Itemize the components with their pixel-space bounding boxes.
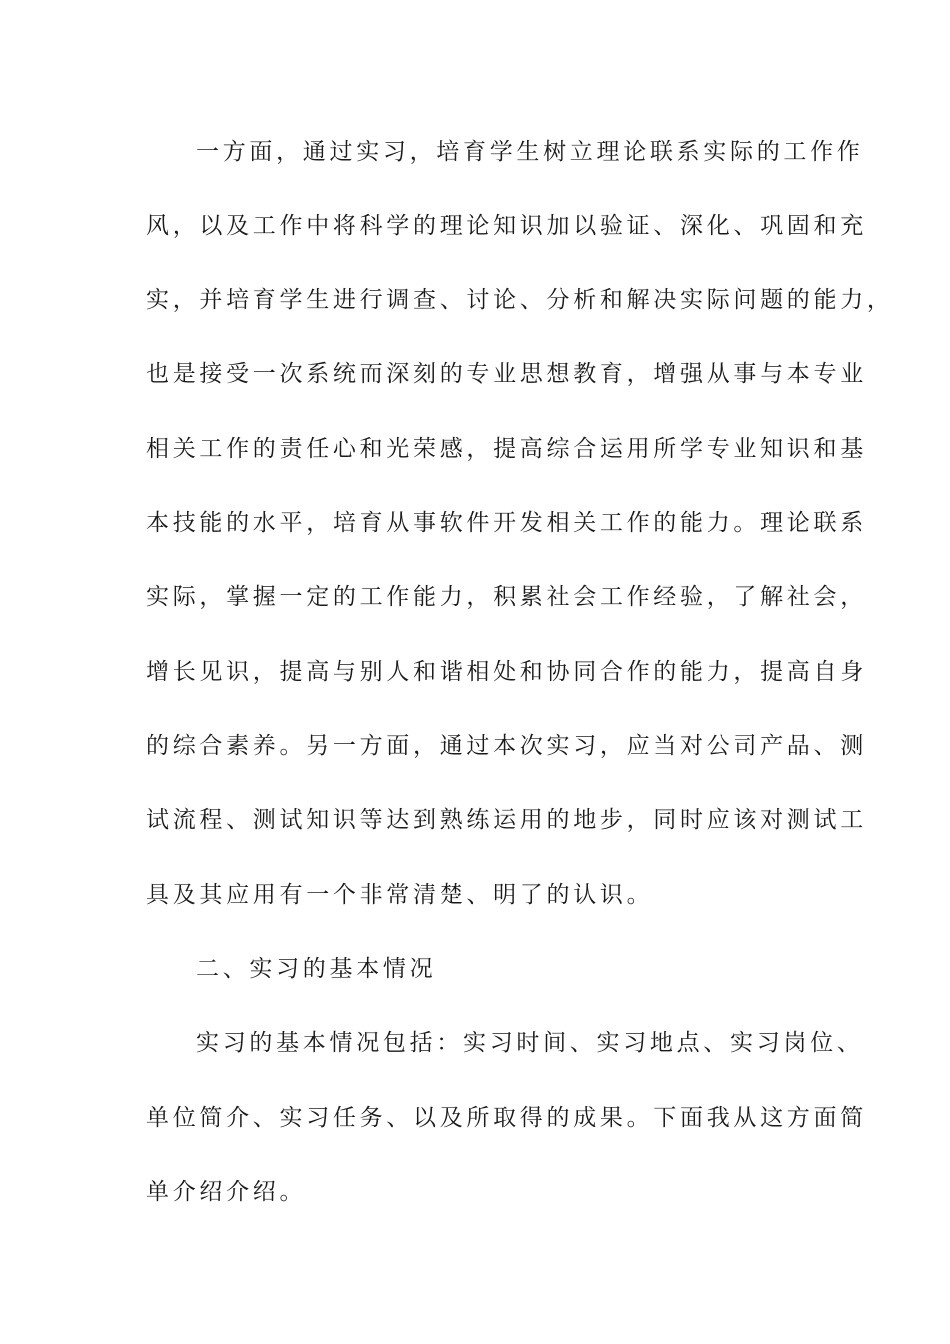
paragraph-line: 实习的基本情况包括：实习时间、实习地点、实习岗位、: [196, 1030, 864, 1056]
paragraph-line: 增长见识，提高与别人和谐相处和协同合作的能力，提高自身: [146, 659, 867, 685]
paragraph-line: 的综合素养。另一方面，通过本次实习，应当对公司产品、测: [146, 733, 867, 759]
paragraph-line: 一方面，通过实习，培育学生树立理论联系实际的工作作: [196, 139, 864, 165]
paragraph-line: 单介绍介绍。: [146, 1179, 307, 1205]
paragraph-line: 单位简介、实习任务、以及所取得的成果。下面我从这方面简: [146, 1105, 867, 1131]
paragraph-line: 本技能的水平，培育从事软件开发相关工作的能力。理论联系: [146, 510, 867, 536]
paragraph-line: 风，以及工作中将科学的理论知识加以验证、深化、巩固和充: [146, 213, 867, 239]
paragraph-line: 实，并培育学生进行调查、讨论、分析和解决实际问题的能力，: [146, 287, 894, 313]
section-heading: 二、实习的基本情况: [196, 956, 437, 982]
paragraph-line: 实际，掌握一定的工作能力，积累社会工作经验，了解社会，: [146, 584, 867, 610]
paragraph-line: 试流程、测试知识等达到熟练运用的地步，同时应该对测试工: [146, 807, 867, 833]
paragraph-line: 相关工作的责任心和光荣感，提高综合运用所学专业知识和基: [146, 436, 867, 462]
paragraph-line: 具及其应用有一个非常清楚、明了的认识。: [146, 882, 654, 908]
paragraph-line: 也是接受一次系统而深刻的专业思想教育，增强从事与本专业: [146, 361, 867, 387]
